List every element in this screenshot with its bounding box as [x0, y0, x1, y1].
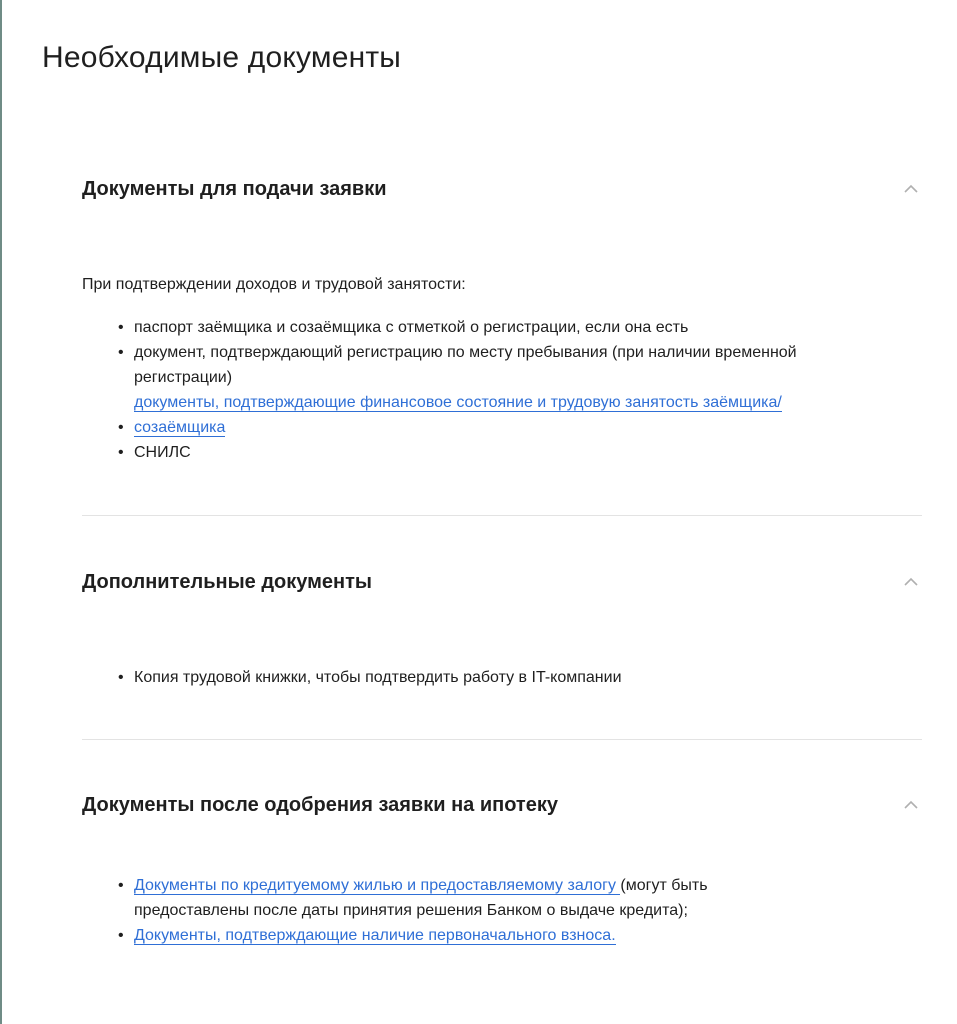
section-title: Дополнительные документы	[82, 571, 372, 593]
section-intro: При подтверждении доходов и трудовой занятости:	[82, 276, 466, 293]
section-header-additional-documents[interactable]	[82, 567, 922, 597]
chevron-up-icon[interactable]	[904, 183, 918, 193]
document-list	[82, 873, 862, 948]
list-item-text: СНИЛС	[134, 444, 191, 461]
section-title: Документы для подачи заявки	[82, 178, 387, 200]
list-item	[82, 440, 862, 465]
window-left-edge	[0, 0, 2, 1024]
list-item	[82, 665, 922, 690]
down-payment-documents-link[interactable]: Документы, подтверждающие наличие первоначального взноса.	[134, 927, 616, 944]
list-item	[82, 315, 862, 340]
section-additional-documents	[82, 567, 922, 690]
list-item-text: документ, подтверждающий регистрацию по месту пребывания (при наличии временной регистрации)	[134, 344, 797, 386]
section-header-post-approval-documents[interactable]	[82, 790, 922, 820]
bullet: •	[118, 419, 124, 436]
financial-documents-link-line1[interactable]: документы, подтверждающие финансовое состояние и трудовую занятость заёмщика/	[134, 394, 782, 411]
section-divider	[82, 739, 922, 740]
section-post-approval-documents	[82, 790, 922, 948]
chevron-up-icon[interactable]	[904, 576, 918, 586]
chevron-up-icon[interactable]	[904, 799, 918, 809]
section-header-application-documents[interactable]	[82, 174, 922, 204]
bullet: •	[118, 669, 124, 686]
page-title: Необходимые документы	[42, 41, 402, 74]
bullet: •	[118, 344, 124, 361]
list-item	[82, 340, 862, 390]
bullet: •	[118, 444, 124, 461]
list-item-text: Копия трудовой книжки, чтобы подтвердить работу в IT-компании	[134, 669, 622, 686]
list-item	[82, 390, 862, 440]
document-list	[82, 665, 922, 690]
bullet: •	[118, 877, 124, 894]
list-item-text: (могут быть предоставлены после даты принятия решения Банком о выдаче кредита);	[134, 877, 708, 919]
list-item	[82, 873, 862, 923]
bullet: •	[118, 319, 124, 336]
bullet: •	[118, 927, 124, 944]
section-divider	[82, 515, 922, 516]
property-documents-link[interactable]: Документы по кредитуемому жилью и предоставляемому залогу	[134, 877, 621, 894]
list-item	[82, 923, 862, 948]
list-item-text: паспорт заёмщика и созаёмщика с отметкой о регистрации, если она есть	[134, 319, 689, 336]
financial-documents-link-line2[interactable]: созаёмщика	[134, 419, 226, 436]
section-title: Документы после одобрения заявки на ипотеку	[82, 794, 558, 816]
financial-documents-link[interactable]	[134, 390, 862, 440]
section-application-documents	[82, 174, 922, 465]
document-list	[82, 315, 862, 465]
